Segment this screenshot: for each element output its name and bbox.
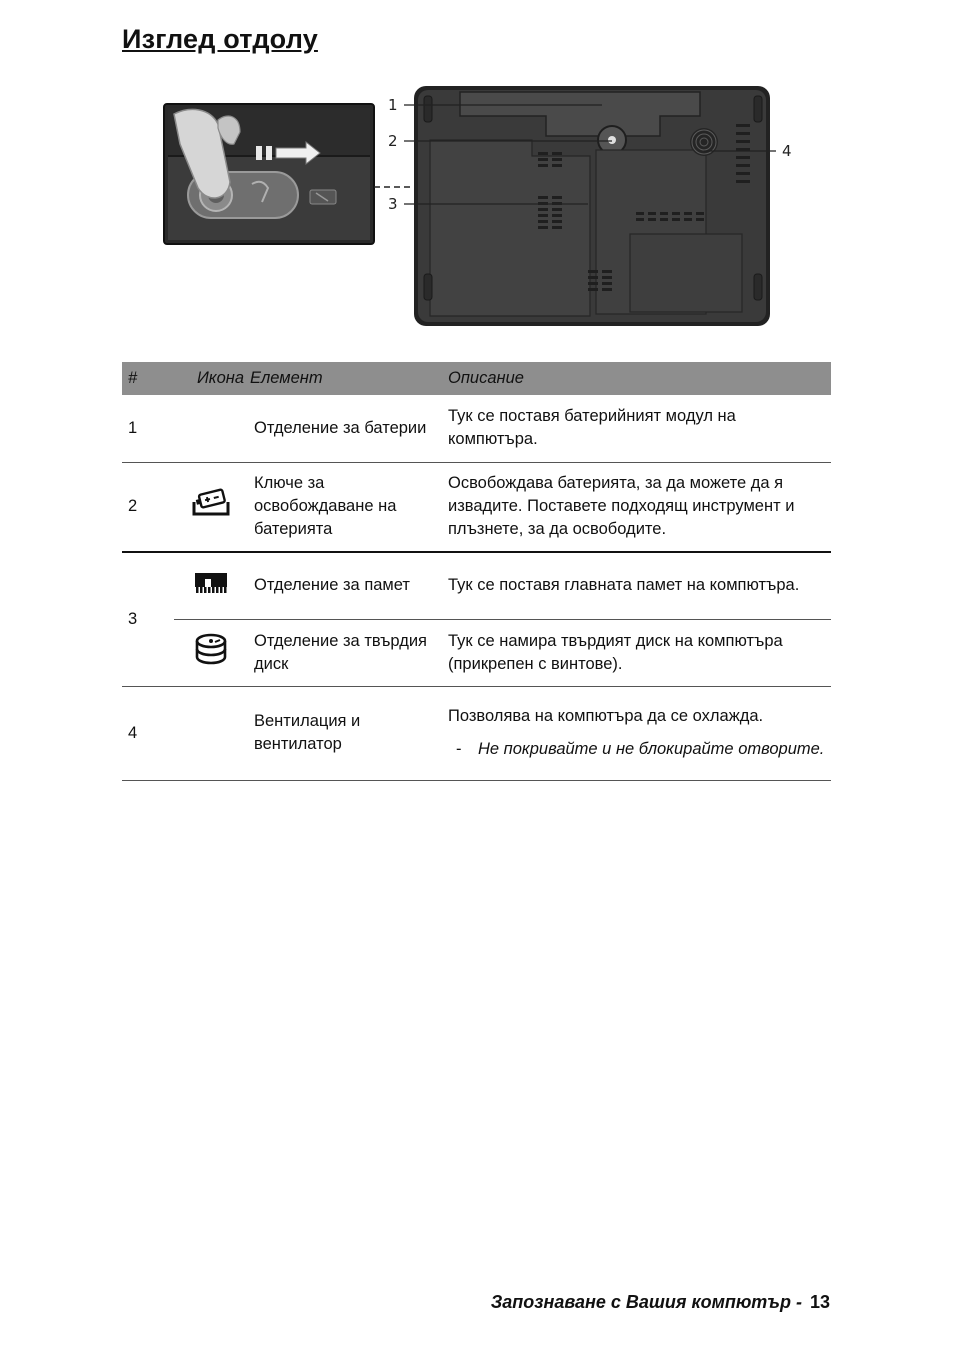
page-footer <box>491 1292 830 1313</box>
table-row <box>122 462 831 552</box>
header-num: # <box>122 362 174 395</box>
row-description: Тук се поставя батерийният модул на компютъра. <box>448 407 736 449</box>
row-number: 4 <box>128 723 138 742</box>
row-number: 2 <box>128 497 138 516</box>
table-row <box>122 395 831 462</box>
row-element: Ключе за освобождаване на батерията <box>254 474 397 539</box>
svg-text:4: 4 <box>782 142 792 160</box>
table-header-row <box>122 362 831 395</box>
hard-disk-icon <box>194 632 228 666</box>
row-icon-cell <box>174 552 248 619</box>
laptop-bottom-illustration <box>160 84 800 334</box>
footer-chapter-title: Запознаване с Вашия компютър - <box>490 1292 802 1312</box>
table-row <box>122 619 831 686</box>
row-element: Отделение за твърдия диск <box>248 619 442 686</box>
header-element: Елемент <box>248 362 442 395</box>
note <box>448 738 825 761</box>
row-number: 1 <box>128 418 138 437</box>
page-title: Изглед отдолу <box>122 24 318 54</box>
note-text: Не покривайте и не блокирайте отворите. <box>478 740 825 758</box>
row-icon-cell <box>174 686 248 780</box>
row-element: Отделение за памет <box>254 576 410 595</box>
page-number: 13 <box>809 1292 830 1312</box>
table-row <box>122 686 831 780</box>
svg-text:3: 3 <box>388 195 398 213</box>
row-element: Вентилация и вентилатор <box>254 712 361 753</box>
table-row <box>122 552 831 619</box>
memory-icon <box>193 569 229 595</box>
row-element: Отделение за батерии <box>254 418 427 437</box>
note-dash: - <box>456 740 462 758</box>
row-description: Тук се поставя главната памет на компютъра. <box>448 576 800 595</box>
battery-release-icon <box>191 488 231 518</box>
row-icon-cell <box>174 395 248 462</box>
header-icon: Икона <box>174 362 248 395</box>
latch-inset-photo <box>164 104 374 244</box>
bottom-view-table <box>122 362 831 781</box>
svg-text:2: 2 <box>388 132 398 150</box>
laptop-underside <box>414 86 770 326</box>
header-description: Описание <box>442 362 831 395</box>
row-description: Тук се намира твърдият диск на компютъра (прикрепен с винтове). <box>442 619 831 686</box>
row-icon-cell <box>174 619 248 686</box>
row-description <box>442 686 831 780</box>
row-number: 3 <box>128 609 138 628</box>
row-description: Освобождава батерията, за да можете да я извадите. Поставете подходящ инструмент и плъзнете, за да освободите. <box>448 474 795 539</box>
svg-text:1: 1 <box>388 96 398 114</box>
row-description-text: Позволява на компютъра да се охлажда. <box>448 707 764 725</box>
row-icon-cell <box>174 462 248 552</box>
